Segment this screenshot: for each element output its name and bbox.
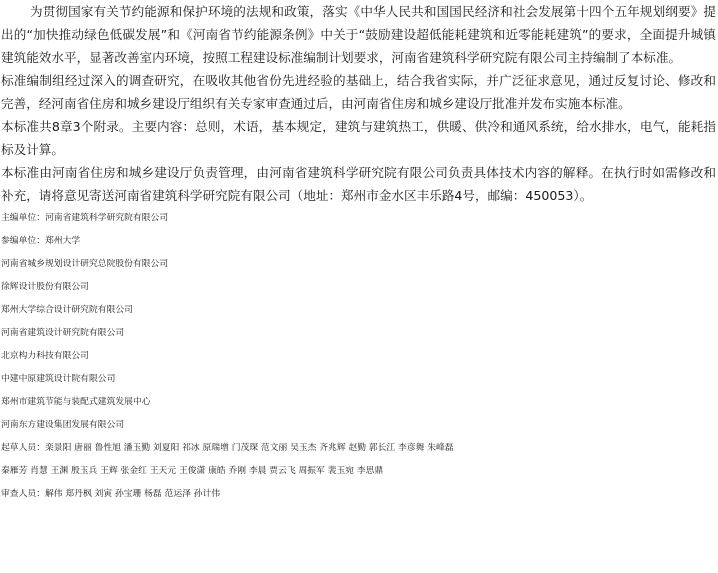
participating-unit-7: 中建中原建筑设计院有限公司 <box>1 374 116 384</box>
participating-unit-1: 参编单位：郑州大学 <box>1 236 81 246</box>
preface-paragraph-2: 标准编制组经过深入的调查研究，在吸收其他省份先进经验的基础上，结合我省实际，并广泛征求意见，通过反复讨论、修改和完善，经河南省住房和城乡建设厅组织有关专家审查通过后，由河南省住房和城乡建设厅批准并发布实施本标准。 <box>1 73 716 111</box>
preface-paragraph-4: 本标准由河南省住房和城乡建设厅负责管理，由河南省建筑科学研究院有限公司负责具体技术内容的解释。在执行时如需修改和补充，请将意见寄送河南省建筑科学研究院有限公司（地址：郑州市金水区丰乐路4号，邮编：450053）。 <box>1 165 716 203</box>
reviewers-line: 审查人员：解伟 郑丹枫 刘寅 孙宝珊 杨磊 范运泽 孙计伟 <box>1 489 221 499</box>
participating-unit-4: 郑州大学综合设计研究院有限公司 <box>1 305 133 315</box>
participating-unit-3: 徐辉设计股份有限公司 <box>1 282 89 292</box>
participating-unit-8: 郑州市建筑节能与装配式建筑发展中心 <box>1 397 151 407</box>
drafters-line-1: 起草人员：栾景阳 唐丽 鲁性旭 潘玉勤 刘夏阳 祁冰 原瑞增 门茂琛 范文丽 吴玉杰 齐兆辉 赵勤 郭长江 李彦舞 朱峰磊 <box>1 443 454 453</box>
participating-unit-6: 北京构力科技有限公司 <box>1 351 89 361</box>
chief-editor-unit: 主编单位：河南省建筑科学研究院有限公司 <box>1 213 169 223</box>
participating-unit-9: 河南东方建设集团发展有限公司 <box>1 420 125 430</box>
participating-unit-5: 河南省建筑设计研究院有限公司 <box>1 328 125 338</box>
participating-unit-2: 河南省城乡规划设计研究总院股份有限公司 <box>1 259 169 269</box>
preface-paragraph-3: 本标准共8章3个附录。主要内容：总则，术语，基本规定，建筑与建筑热工，供暖、供冷和通风系统，给水排水，电气，能耗指标及计算。 <box>1 119 716 157</box>
drafters-line-2: 秦雁芳 肖慧 王渊 殷玉兵 王辉 张金红 王天元 王俊潇 康皓 乔刚 李晨 贾云飞 周振军 裴玉宛 李思鼎 <box>1 466 384 476</box>
preface-paragraph-1: 为贯彻国家有关节约能源和保护环境的法规和政策，落实《中华人民共和国国民经济和社会发展第十四个五年规划纲要》提出的“加快推动绿色低碳发展”和《河南省节约能源条例》中关于“鼓励建设超低能耗建筑和近零能耗建筑”的要求，全面提升城镇建筑能效水平，显著改善室内环境，按照工程建设标准编制计划要求，河南省建筑科学研究院有限公司主持编制了本标准。 <box>1 4 716 65</box>
